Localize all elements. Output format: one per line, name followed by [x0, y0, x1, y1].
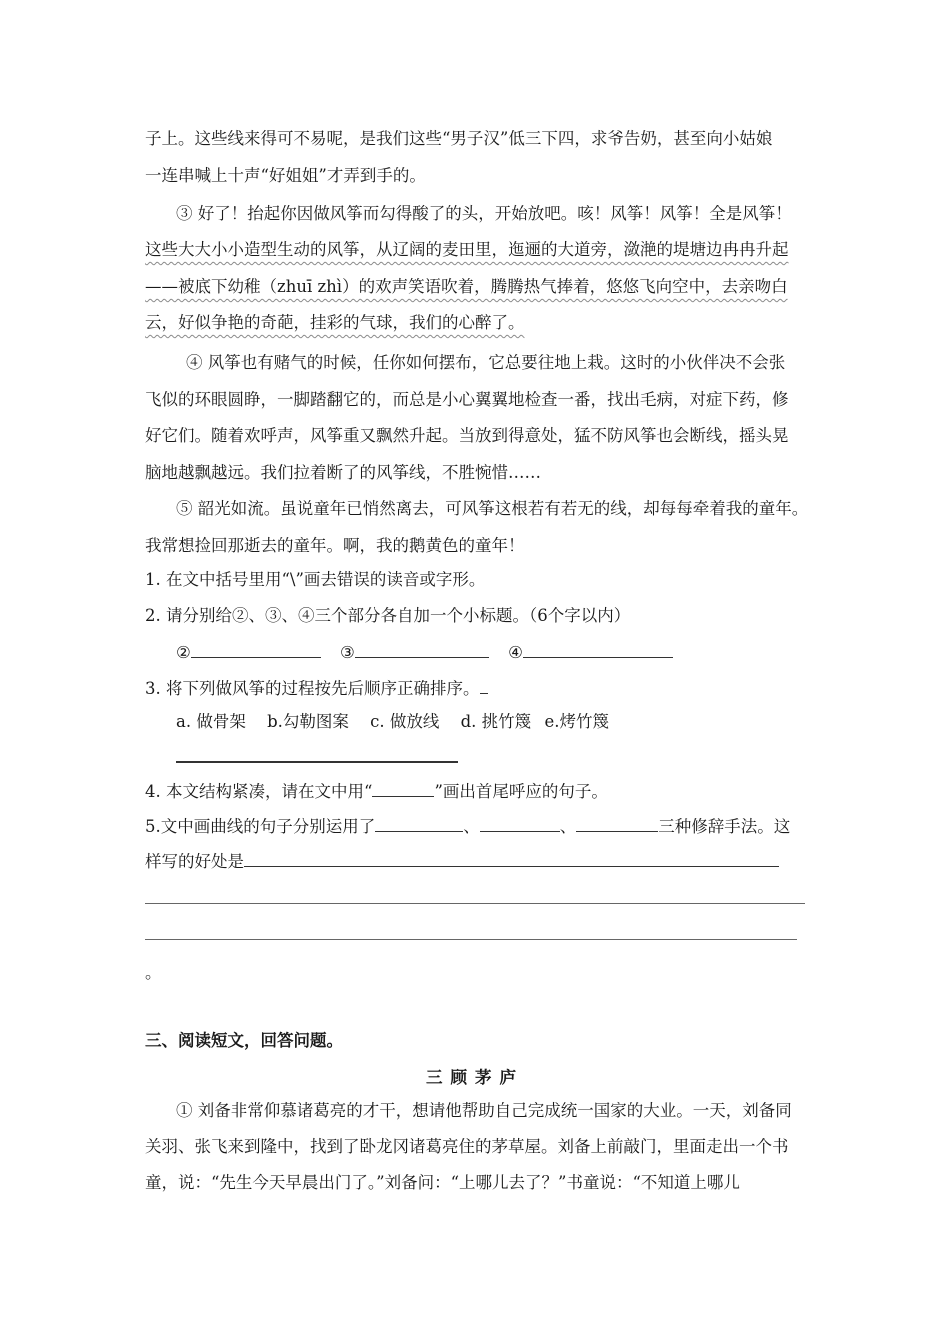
- option-d: d. 挑竹篾: [460, 712, 532, 731]
- passage-line: 脑地越飘越远。我们拉着断了的风筝线，不胜惋惜……: [145, 463, 541, 482]
- wavy-underlined-text: ——被底下幼稚（zhuī zhì）的欢声笑语吹着，腾腾热气捧着，悠悠飞向空中，去亲吻白: [145, 277, 788, 296]
- question-4-text: ”画出首尾呼应的句子。: [434, 782, 608, 801]
- question-2-answers: [176, 641, 673, 664]
- option-e: e.烤竹篾: [544, 712, 609, 731]
- question-5-text: 三种修辞手法。这: [658, 817, 791, 836]
- question-4-text: 4. 本文结构紧凑，请在文中用“: [145, 782, 373, 801]
- question-3-text: 3. 将下列做风筝的过程按先后顺序正确排序。: [145, 679, 480, 698]
- passage-line: 一连串喊上十声“好姐姐”才弄到手的。: [145, 166, 426, 185]
- passage-line-wavy: [145, 239, 789, 261]
- separator: 、: [559, 817, 577, 836]
- passage-line: 童，说：“先生今天早晨出门了。”刘备问：“上哪儿去了？”书童说：“不知道上哪儿: [145, 1173, 740, 1192]
- section-heading: 三、阅读短文，回答问题。: [145, 1031, 343, 1050]
- answer-label: ④: [508, 643, 523, 662]
- period-mark: 。: [145, 963, 162, 982]
- passage-line-wavy: [145, 276, 788, 298]
- option-c: c. 做放线: [370, 712, 440, 731]
- passage-line: 好它们。随着欢呼声，风筝重又飘然升起。当放到得意处，猛不防风筝也会断线，摇头晃: [145, 426, 789, 445]
- passage-line-wavy: [145, 312, 525, 334]
- answer-blank[interactable]: [480, 677, 488, 694]
- question-1: 1. 在文中括号里用“\”画去错误的读音或字形。: [145, 570, 486, 589]
- answer-blank[interactable]: [375, 815, 463, 832]
- answer-blank[interactable]: [191, 641, 321, 658]
- passage-line: ① 刘备非常仰慕诸葛亮的才干，想请他帮助自己完成统一国家的大业。一天，刘备同: [176, 1101, 792, 1120]
- answer-blank[interactable]: [372, 780, 434, 797]
- answer-blank[interactable]: [480, 815, 560, 832]
- answer-blank[interactable]: [355, 641, 489, 658]
- passage-line: 子上。这些线来得可不易呢，是我们这些“男子汉”低三下四，求爷告奶，甚至向小姑娘: [145, 129, 773, 148]
- question-3: [145, 677, 488, 700]
- passage-line: 飞似的环眼圆睁，一脚踏翻它的，而总是小心翼翼地检查一番，找出毛病，对症下药，修: [145, 390, 789, 409]
- passage-line: ④ 风筝也有赌气的时候，任你如何摆布，它总要往地上栽。这时的小伙伴决不会张: [186, 353, 786, 372]
- answer-blank[interactable]: [576, 815, 658, 832]
- wavy-underlined-text: 云，好似争艳的奇葩，挂彩的气球，我们的心醉了。: [145, 313, 525, 332]
- passage-line: ③ 好了！抬起你因做风筝而勾得酸了的头，开始放吧。咳！风筝！风筝！全是风筝！: [176, 204, 792, 223]
- wavy-underlined-text: 这些大大小小造型生动的风筝，从辽阔的麦田里，迤逦的大道旁，潋滟的堤塘边冉冉升起: [145, 240, 789, 259]
- answer-line[interactable]: [145, 939, 797, 940]
- answer-blank[interactable]: [244, 850, 779, 867]
- passage-line: 我常想捡回那逝去的童年。啊，我的鹅黄色的童年！: [145, 536, 525, 555]
- question-5-line2: [145, 850, 779, 873]
- answer-blank[interactable]: [523, 641, 673, 658]
- answer-label: ②: [176, 643, 191, 662]
- question-2: 2. 请分别给②、③、④三个部分各自加一个小标题。（6个字以内）: [145, 606, 631, 625]
- passage-line: ⑤ 韶光如流。虽说童年已悄然离去，可风筝这根若有若无的线，却每每牵着我的童年。: [176, 499, 809, 518]
- article-title: 三顾茅庐: [426, 1068, 524, 1087]
- question-3-options: [176, 711, 609, 733]
- answer-line[interactable]: [176, 761, 458, 763]
- question-5-text: 5.文中画曲线的句子分别运用了: [145, 817, 376, 836]
- passage-line: 关羽、张飞来到隆中，找到了卧龙冈诸葛亮住的茅草屋。刘备上前敲门，里面走出一个书: [145, 1137, 789, 1156]
- answer-line[interactable]: [145, 903, 805, 904]
- option-b: b.勾勒图案: [267, 712, 349, 731]
- question-4: [145, 780, 608, 803]
- question-5-text: 样写的好处是: [145, 852, 244, 871]
- option-a: a. 做骨架: [176, 712, 246, 731]
- question-5: [145, 815, 790, 838]
- separator: 、: [463, 817, 480, 836]
- answer-label: ③: [340, 643, 355, 662]
